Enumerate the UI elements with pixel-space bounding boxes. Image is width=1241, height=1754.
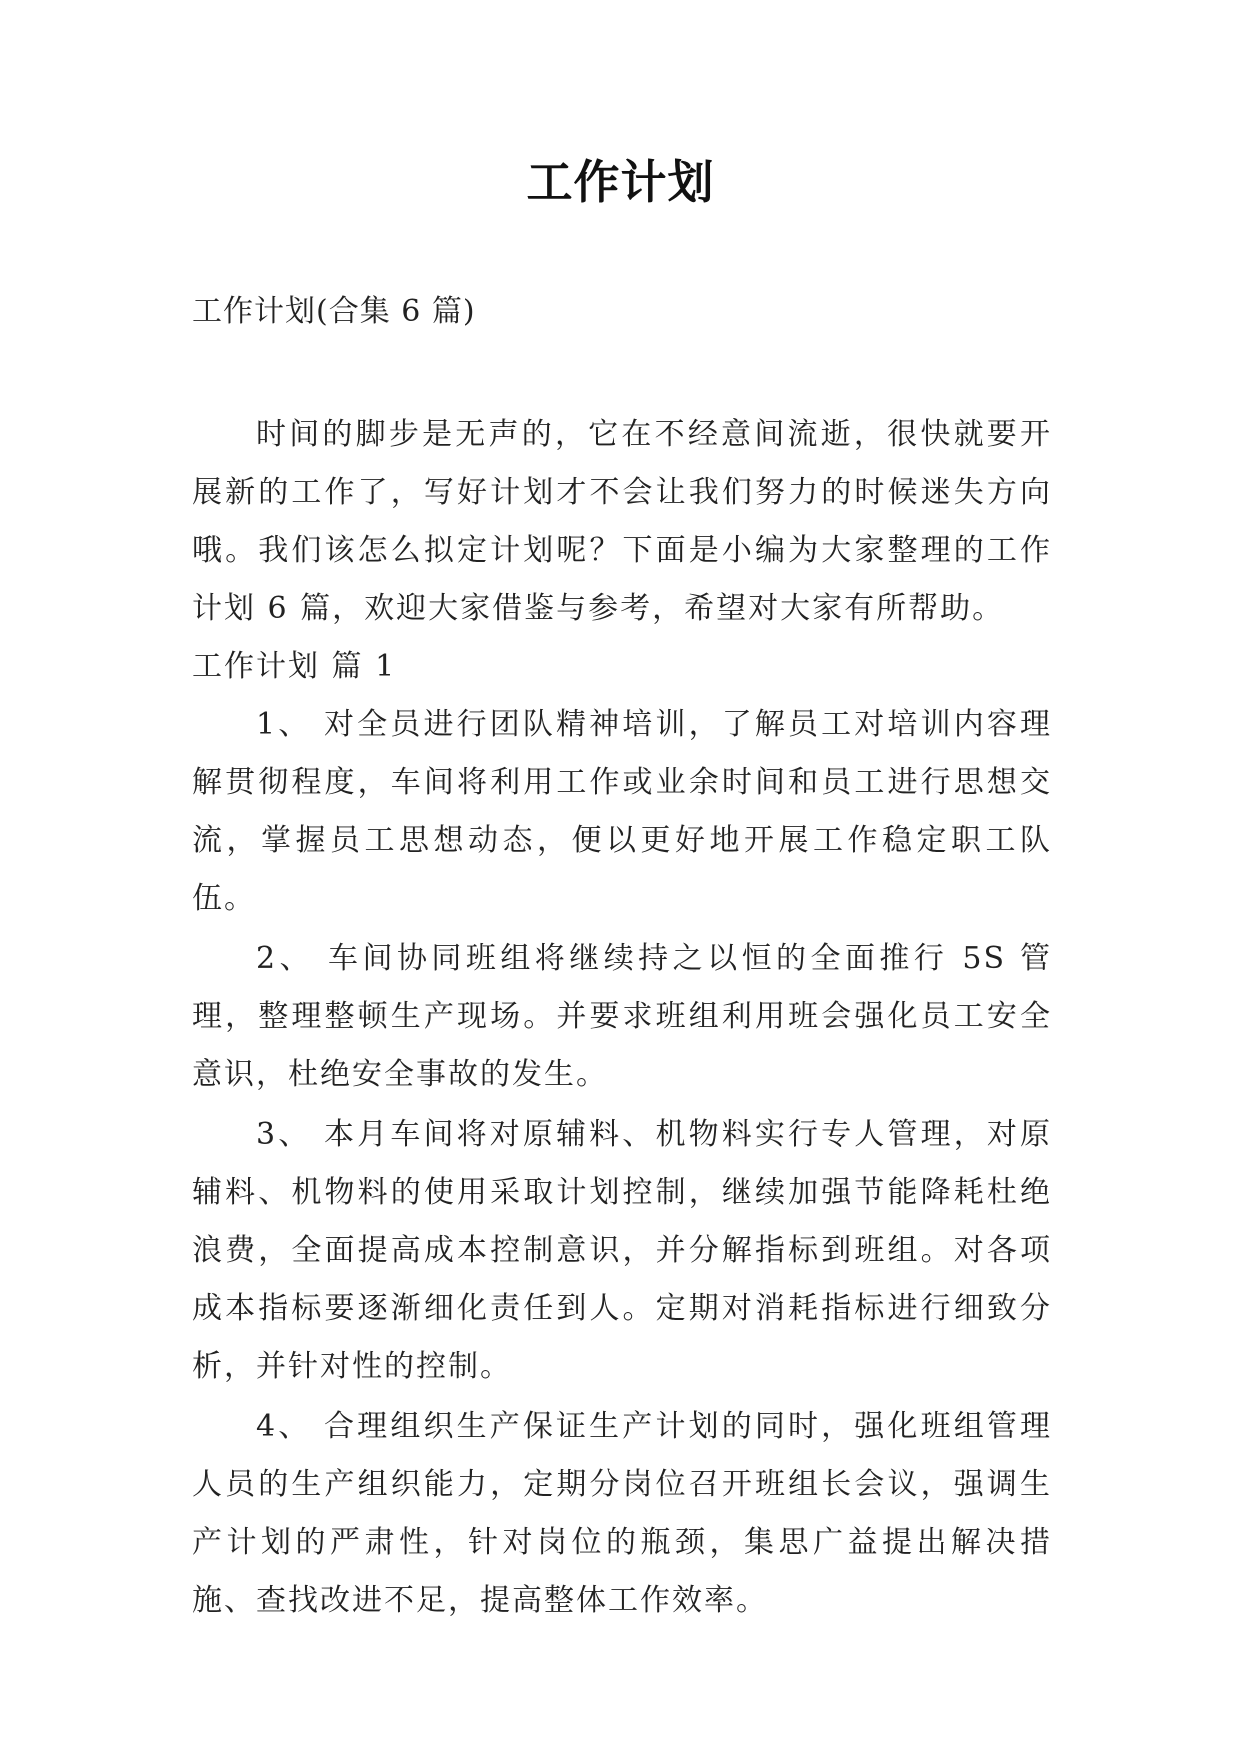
list-item: 3、 本月车间将对原辅料、机物料实行专人管理，对原辅料、机物料的使用采取计划控制，继续加强节能降耗杜绝浪费，全面提高成本控制意识，并分解指标到班组。对各项成本指标要逐渐细化责任到人。定期对消耗指标进行细致分析，并针对性的控制。 — [192, 1117, 1052, 1384]
list-item: 4、 合理组织生产保证生产计划的同时，强化班组管理人员的生产组织能力，定期分岗位召开班组长会议，强调生产计划的严肃性，针对岗位的瓶颈，集思广益提出解决措施、查找改进不足，提高整体工作效率。 — [192, 1409, 1052, 1618]
intro-paragraph: 时间的脚步是无声的，它在不经意间流逝，很快就要开展新的工作了，写好计划才不会让我们努力的时候迷失方向哦。我们该怎么拟定计划呢？下面是小编为大家整理的工作计划 6 篇，欢迎大家借鉴与参考，希望对大家有所帮助。 — [192, 417, 1052, 626]
section-heading: 工作计划 篇 1 — [192, 649, 397, 684]
list-item: 2、 车间协同班组将继续持之以恒的全面推行 5S 管理，整理整顿生产现场。并要求班组利用班会强化员工安全意识，杜绝安全事故的发生。 — [192, 941, 1052, 1092]
document-title: 工作计划 — [526, 155, 715, 209]
document-body — [192, 406, 1052, 1630]
list-item: 1、 对全员进行团队精神培训，了解员工对培训内容理解贯彻程度，车间将利用工作或业余时间和员工进行思想交流，掌握员工思想动态，便以更好地开展工作稳定职工队伍。 — [192, 707, 1052, 916]
document-subtitle: 工作计划(合集 6 篇) — [192, 294, 476, 329]
